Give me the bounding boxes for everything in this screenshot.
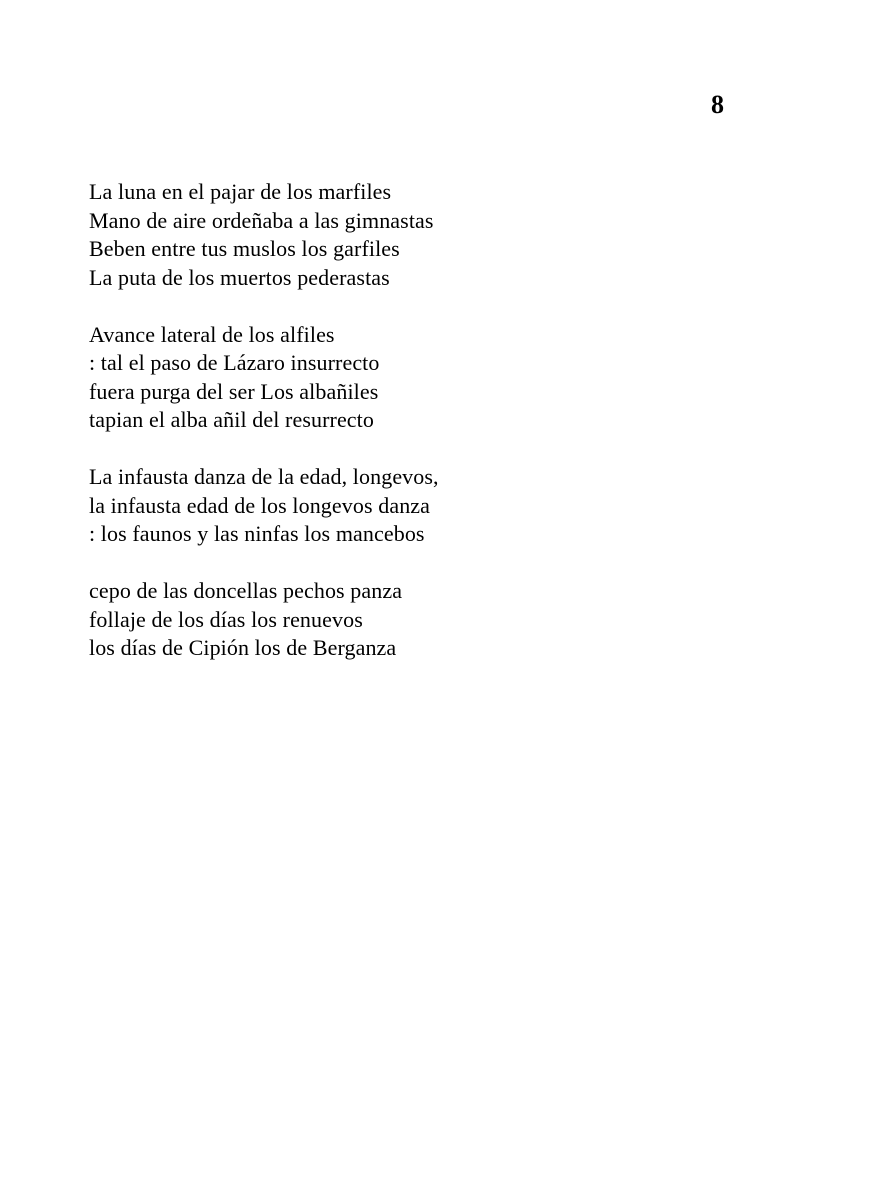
poem-line: cepo de las doncellas pechos panza bbox=[89, 578, 403, 603]
poem-line: Avance lateral de los alfiles bbox=[89, 321, 335, 347]
poem-line: Beben entre tus muslos los garfiles bbox=[89, 236, 400, 261]
stanza-4 bbox=[89, 577, 439, 663]
poem-line: fuera purga del ser Los albañiles bbox=[89, 378, 379, 404]
page-number: 8 bbox=[711, 90, 724, 119]
poem-line: La infausta danza de la edad, longevos, bbox=[89, 464, 439, 489]
poem-line: tapian el alba añil del resurrecto bbox=[89, 407, 374, 432]
poem-line: los días de Cipión los de Berganza bbox=[89, 635, 397, 660]
stanza-3 bbox=[89, 463, 439, 549]
poem-line: la infausta edad de los longevos danza bbox=[89, 492, 431, 518]
poem bbox=[89, 178, 439, 691]
poem-line: : tal el paso de Lázaro insurrecto bbox=[89, 350, 380, 375]
poem-line: La luna en el pajar de los marfiles bbox=[89, 179, 392, 204]
poem-line: Mano de aire ordeñaba a las gimnastas bbox=[89, 207, 434, 233]
poem-line: : los faunos y las ninfas los mancebos bbox=[89, 521, 425, 546]
poem-line: La puta de los muertos pederastas bbox=[89, 264, 390, 290]
stanza-1 bbox=[89, 178, 439, 292]
stanza-2 bbox=[89, 321, 439, 435]
poem-line: follaje de los días los renuevos bbox=[89, 606, 363, 632]
